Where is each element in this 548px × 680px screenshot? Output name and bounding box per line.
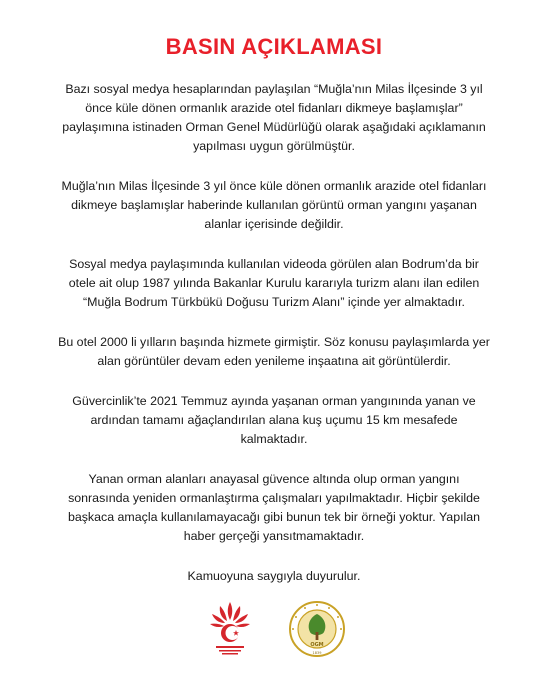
text-line: Bu otel 2000 li yılların başında hizmete girmiştir. Söz konusu paylaşımlarda yer — [58, 335, 490, 349]
paragraph-video-area — [40, 255, 508, 312]
text-line: başkaca amaçla kullanılamayacağı gibi bunun tek bir örneği yoktur. Yapılan — [67, 510, 481, 524]
text-line: sonrasında yeniden ormanlaştırma çalışmaları yapılmaktadır. Hiçbir şekilde — [68, 491, 480, 505]
paragraph-intro — [40, 80, 508, 156]
text-line: Muğla’nın Milas İlçesinde 3 yıl önce küle dönen ormanlık arazide otel fidanları — [61, 179, 487, 193]
text-line: kalmaktadır. — [240, 432, 308, 446]
text-line: Sosyal medya paylaşımında kullanılan videoda görülen alan Bodrum’da bir — [69, 257, 479, 271]
text-line: “Muğla Bodrum Türkbükü Doğusu Turizm Alanı” içinde yer almaktadır. — [83, 295, 465, 309]
seal-abbreviation: OGM — [310, 642, 324, 648]
text-line: Kamuoyuna saygıyla duyurulur. — [187, 569, 361, 583]
forestry-directorate-seal-icon — [288, 600, 346, 658]
logo-bar — [0, 600, 548, 662]
text-line: alan görüntüler devam eden yenileme inşaatına ait görüntülerdir. — [97, 354, 451, 368]
paragraph-constitutional — [40, 470, 508, 546]
text-line: dikmeye başlamışlar haberinde kullanılan görüntü orman yangını yaşanan — [71, 198, 477, 212]
ministry-emblem-icon — [208, 600, 252, 658]
text-line: otele ait olup 1987 yılında Bakanlar Kurulu kararıyla turizm alanı ilan edilen — [68, 276, 480, 290]
text-line: haber gerçeği yansıtmamaktadır. — [183, 529, 365, 543]
text-line: Bazı sosyal medya hesaplarından paylaşılan “Muğla’nın Milas İlçesinde 3 yıl — [65, 82, 483, 96]
paragraph-image-location — [40, 177, 508, 234]
paragraph-closing — [40, 567, 508, 586]
seal-year: 1839 — [312, 651, 322, 655]
text-line: alanlar içerisinde değildir. — [204, 217, 344, 231]
text-line: paylaşımına istinaden Orman Genel Müdürlüğü olarak aşağıdaki açıklamanın — [62, 120, 486, 134]
paragraph-distance — [40, 392, 508, 449]
text-line: Güvercinlik’te 2021 Temmuz ayında yaşanan orman yangınında yanan ve — [72, 394, 476, 408]
text-line: yapılması uygun görülmüştür. — [193, 139, 355, 153]
page-title: BASIN AÇIKLAMASI — [165, 34, 383, 59]
text-line: önce küle dönen ormanlık arazide otel fidanları dikmeye başlamışlar” — [85, 101, 463, 115]
text-line: ardından tamamı ağaçlandırılan alana kuş uçumu 15 km mesafede — [90, 413, 458, 427]
paragraph-hotel — [40, 333, 508, 371]
text-line: Yanan orman alanları anayasal güvence altında olup orman yangını — [88, 472, 460, 486]
press-release-body — [40, 80, 508, 607]
